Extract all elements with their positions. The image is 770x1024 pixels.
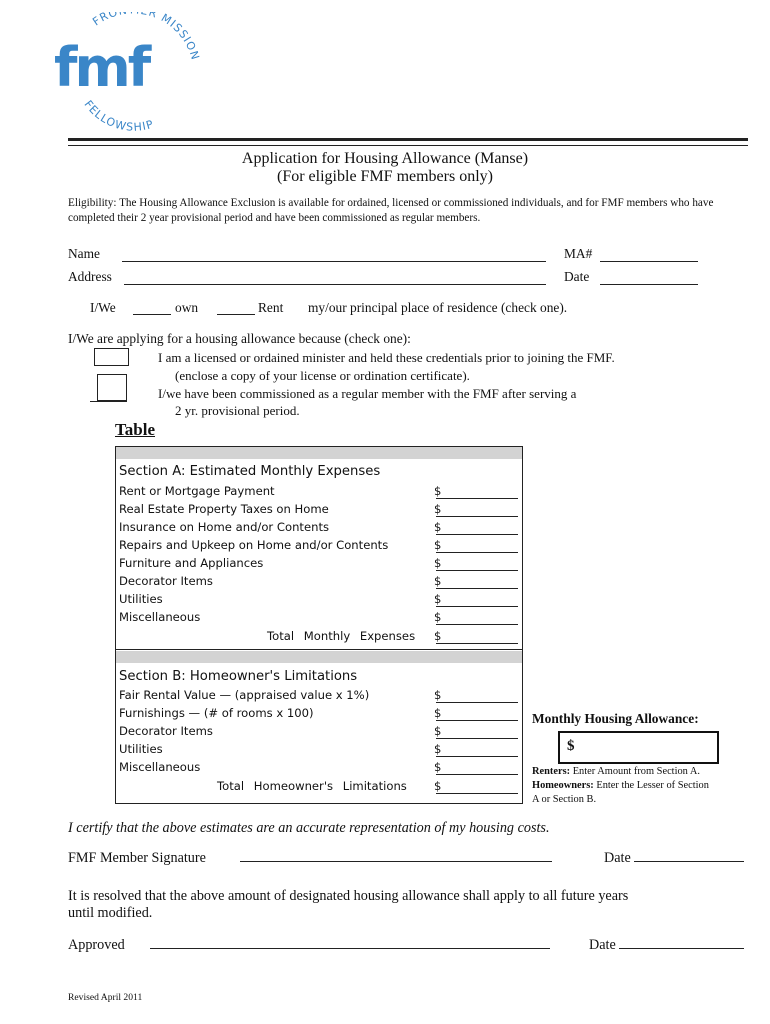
rent-blank[interactable] [217,314,255,315]
section-a-row-amount-field[interactable] [436,552,518,553]
reason-1-line2: (enclose a copy of your license or ordination certificate). [175,368,470,383]
address-label: Address [68,269,112,284]
logo-letters: fmf [54,36,149,99]
section-b-row-amount-field[interactable] [436,756,518,757]
section-a-row-amount-field[interactable] [436,606,518,607]
resolved-line-2: until modified. [68,905,153,921]
signature-label: FMF Member Signature [68,850,206,866]
section-b-row-dollar-sign: $ [434,724,442,738]
homeowners-text: Enter the Lesser of Section [596,780,709,791]
homeowners-text-2: A or Section B. [532,794,597,805]
section-b-band [116,651,522,663]
section-b-row-dollar-sign: $ [434,706,442,720]
ma-field[interactable] [600,261,698,262]
section-b-row-amount-field[interactable] [436,720,518,721]
reason-2-underline [90,401,127,402]
logo-arc-text-2: FELLOWSHIP [81,97,156,134]
signature-field[interactable] [240,861,552,862]
revised-note: Revised April 2011 [68,992,143,1003]
section-b-total-amount-field[interactable] [436,793,518,794]
resolved-line-1: It is resolved that the above amount of designated housing allowance shall apply to all future years [68,888,629,904]
header-rule-thin [68,145,748,146]
page-subtitle: (For eligible FMF members only) [277,168,493,185]
reason-1-line1: I am a licensed or ordained minister and held these credentials prior to joining the FMF. [158,350,615,365]
section-b-row-amount-field[interactable] [436,738,518,739]
section-b-row-dollar-sign: $ [434,688,442,702]
section-a-row-amount-field[interactable] [436,534,518,535]
reason-1-checkbox[interactable] [94,348,129,366]
section-divider [116,649,522,650]
expense-table [115,446,523,804]
section-b-item: Furnishings — (# of rooms x 100) [119,706,314,720]
page-title: Application for Housing Allowance (Manse) [241,150,529,167]
allowance-amount-box[interactable] [558,731,719,764]
header-rule-thick [68,138,748,141]
reason-2-checkbox[interactable] [97,374,127,401]
section-b-row-dollar-sign: $ [434,760,442,774]
certify-statement: I certify that the above estimates are an accurate representation of my housing costs. [68,820,550,836]
section-a-item: Real Estate Property Taxes on Home [119,502,329,516]
eligibility-text: Eligibility: The Housing Allowance Exclusion is available for ordained, licensed or commissioned individuals, and for FMF members who have completed their 2 year provisional period and have been commissioned as regular members. [68,197,714,224]
section-a-row-dollar-sign: $ [434,556,442,570]
section-b-row-dollar-sign: $ [434,742,442,756]
section-b-total-label: Total Homeowner's Limitations [217,779,407,793]
section-a-item: Rent or Mortgage Payment [119,484,275,498]
own-label: own [175,300,199,315]
section-a-row-amount-field[interactable] [436,498,518,499]
section-a-band [116,447,522,459]
section-b-row-amount-field[interactable] [436,702,518,703]
section-a-row-amount-field[interactable] [436,570,518,571]
signature-date-field[interactable] [634,861,744,862]
approved-date-field[interactable] [619,948,744,949]
section-b-total-dollar-sign: $ [434,779,442,793]
signature-date-label: Date [604,850,631,866]
approved-field[interactable] [150,948,550,949]
section-b-item: Utilities [119,742,163,756]
section-b-item: Fair Rental Value — (appraised value x 1%) [119,688,370,702]
section-a-row-amount-field[interactable] [436,624,518,625]
reason-2-line2: 2 yr. provisional period. [175,403,300,418]
date-field[interactable] [600,284,698,285]
section-a-item: Utilities [119,592,163,606]
section-a-item: Furniture and Appliances [119,556,264,570]
homeowners-label: Homeowners: [532,780,594,791]
section-a-title: Section A: Estimated Monthly Expenses [119,464,381,479]
section-a-row-dollar-sign: $ [434,484,442,498]
approved-label: Approved [68,937,125,953]
section-a-row-dollar-sign: $ [434,520,442,534]
section-a-item: Repairs and Upkeep on Home and/or Contents [119,538,389,552]
renters-text: Enter Amount from Section A. [572,766,700,777]
name-field[interactable] [122,261,546,262]
rent-label: Rent [258,300,284,315]
svg-text:FELLOWSHIP [81,98,155,134]
section-a-row-dollar-sign: $ [434,610,442,624]
own-blank[interactable] [133,314,171,315]
reason-2-line1: I/we have been commissioned as a regular member with the FMF after serving a [158,386,577,401]
section-a-row-amount-field[interactable] [436,588,518,589]
section-a-item: Decorator Items [119,574,213,588]
reason-intro: I/We are applying for a housing allowance because (check one): [68,331,411,346]
date-label: Date [564,269,590,284]
section-a-row-amount-field[interactable] [436,516,518,517]
section-a-row-dollar-sign: $ [434,502,442,516]
renters-label: Renters: [532,766,571,777]
iwe-label: I/We [90,300,116,315]
residence-text: my/our principal place of residence (check one). [308,300,568,315]
section-a-total-dollar-sign: $ [434,629,442,643]
section-b-item: Decorator Items [119,724,213,738]
section-a-total-label: Total Monthly Expenses [267,629,416,643]
allowance-instructions [532,765,752,807]
section-a-row-dollar-sign: $ [434,538,442,552]
section-a-total-amount-field[interactable] [436,643,518,644]
allowance-dollar-sign: $ [567,738,575,754]
table-heading: Table [115,420,156,439]
section-a-row-dollar-sign: $ [434,574,442,588]
fmf-logo [50,12,200,142]
section-b-title: Section B: Homeowner's Limitations [119,669,358,684]
section-b-item: Miscellaneous [119,760,201,774]
section-b-row-amount-field[interactable] [436,774,518,775]
address-field[interactable] [124,284,546,285]
name-label: Name [68,246,100,261]
logo-arc-text: FRO R MISSIO [90,12,199,54]
section-a-item: Insurance on Home and/or Contents [119,520,330,534]
section-a-row-dollar-sign: $ [434,592,442,606]
allowance-label: Monthly Housing Allowance: [532,711,699,726]
section-a-item: Miscellaneous [119,610,201,624]
approved-date-label: Date [589,937,616,953]
ma-label: MA# [564,246,593,261]
